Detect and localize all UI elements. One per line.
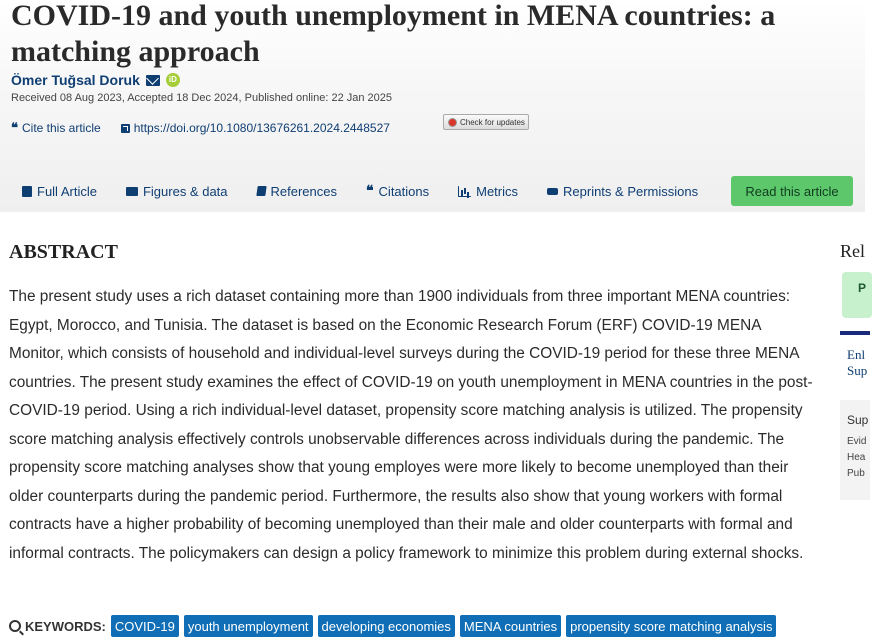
tab-full-article[interactable]	[22, 184, 97, 199]
related-card-title[interactable]: Sup	[847, 413, 869, 427]
article-links	[11, 119, 390, 137]
article-tabs	[22, 176, 727, 206]
envelope-icon[interactable]	[146, 75, 160, 86]
tab-label: Reprints & Permissions	[563, 183, 699, 199]
article-title: COVID-19 and youth unemployment in MENA countries: a matching approach	[11, 0, 776, 68]
quote-icon: ❝	[366, 183, 374, 199]
cite-article-link[interactable]	[11, 120, 101, 136]
keywords-label	[9, 619, 106, 634]
check-for-updates-button[interactable]	[443, 114, 529, 130]
tab-label: Metrics	[476, 183, 519, 199]
abstract-text: The present study uses a rich dataset containing more than 1900 individuals from three important MENA countries: Egypt, Morocco, and Tunisia. The dataset is based on the Economic Research Forum (ERF) COVID-19 MENA Monitor, which consists of household and individual-level surveys during the COVID-19 period for these three MENA countries. The present study examines the effect of COVID-19 on youth unemployment in MENA countries in the post-COVID-19 period. Using a rich individual-level dataset, propensity score matching analysis is utilized. The propensity score matching analysis effectively controls unobservable differences across individuals during the pandemic. The propensity score matching analyses show that young employes were more likely to become unemployed than their older counterparts during the pandemic period. Furthermore, the results also show that young workers with formal contracts have a higher probability of becoming unemployed than their male and older counterparts with formal and informal contracts. The policymakers can design a policy framework to minimize this problem during external shocks.	[9, 288, 813, 562]
related-divider	[840, 331, 870, 335]
keyword-tag[interactable]: MENA countries	[460, 615, 561, 637]
printer-icon	[547, 188, 558, 195]
tab-references[interactable]	[257, 184, 337, 199]
tab-label: Full Article	[37, 183, 97, 199]
check-for-updates-label: Check for updates	[460, 117, 525, 127]
related-card-line: Evid	[847, 436, 867, 447]
image-icon	[126, 187, 138, 196]
related-card-line: Hea	[847, 452, 866, 463]
cite-article-label: Cite this article	[22, 121, 101, 135]
tab-citations[interactable]	[366, 183, 429, 200]
tab-label: References	[270, 183, 337, 199]
read-article-button[interactable]: Read this article	[731, 176, 853, 206]
related-link-line: Sup	[847, 363, 868, 378]
search-icon	[9, 620, 21, 632]
keywords-label-text: KEYWORDS:	[25, 618, 106, 634]
keyword-tag[interactable]: COVID-19	[111, 615, 179, 637]
keyword-tag[interactable]: developing economies	[318, 615, 455, 637]
keyword-tag[interactable]: propensity score matching analysis	[566, 615, 776, 637]
orcid-icon[interactable]: iD	[166, 73, 180, 87]
related-link-line: Enl	[847, 347, 866, 362]
author-link[interactable]: Ömer Tuğsal Doruk	[11, 72, 140, 88]
keyword-tag[interactable]: youth unemployment	[184, 615, 313, 637]
article-header	[0, 0, 865, 212]
related-green-button[interactable]	[842, 272, 872, 318]
tab-label: Citations	[378, 183, 430, 199]
abstract-heading: ABSTRACT	[9, 241, 118, 263]
related-article-link[interactable]	[847, 347, 867, 379]
publication-dates: Received 08 Aug 2023, Accepted 18 Dec 2024, Published online: 22 Jan 2025	[11, 92, 393, 104]
tab-reprints-permissions[interactable]	[547, 184, 698, 199]
author-row	[11, 71, 180, 89]
tab-figures-data[interactable]	[126, 184, 228, 199]
book-icon	[256, 186, 266, 196]
keywords-row	[9, 614, 781, 638]
doi-link[interactable]	[121, 121, 390, 135]
crossmark-icon	[448, 118, 457, 127]
related-card-text	[847, 434, 866, 466]
doi-text: https://doi.org/10.1080/13676261.2024.2448527	[133, 121, 390, 135]
related-card-publisher: Pub	[847, 468, 865, 479]
related-green-button-label: P	[858, 281, 867, 295]
bar-chart-icon	[458, 186, 471, 197]
quote-icon: ❝	[11, 120, 18, 135]
related-research-title: Rel	[840, 241, 865, 261]
tab-metrics[interactable]	[458, 184, 518, 199]
external-link-icon	[121, 124, 130, 133]
document-icon	[22, 186, 32, 197]
tab-label: Figures & data	[142, 183, 228, 199]
